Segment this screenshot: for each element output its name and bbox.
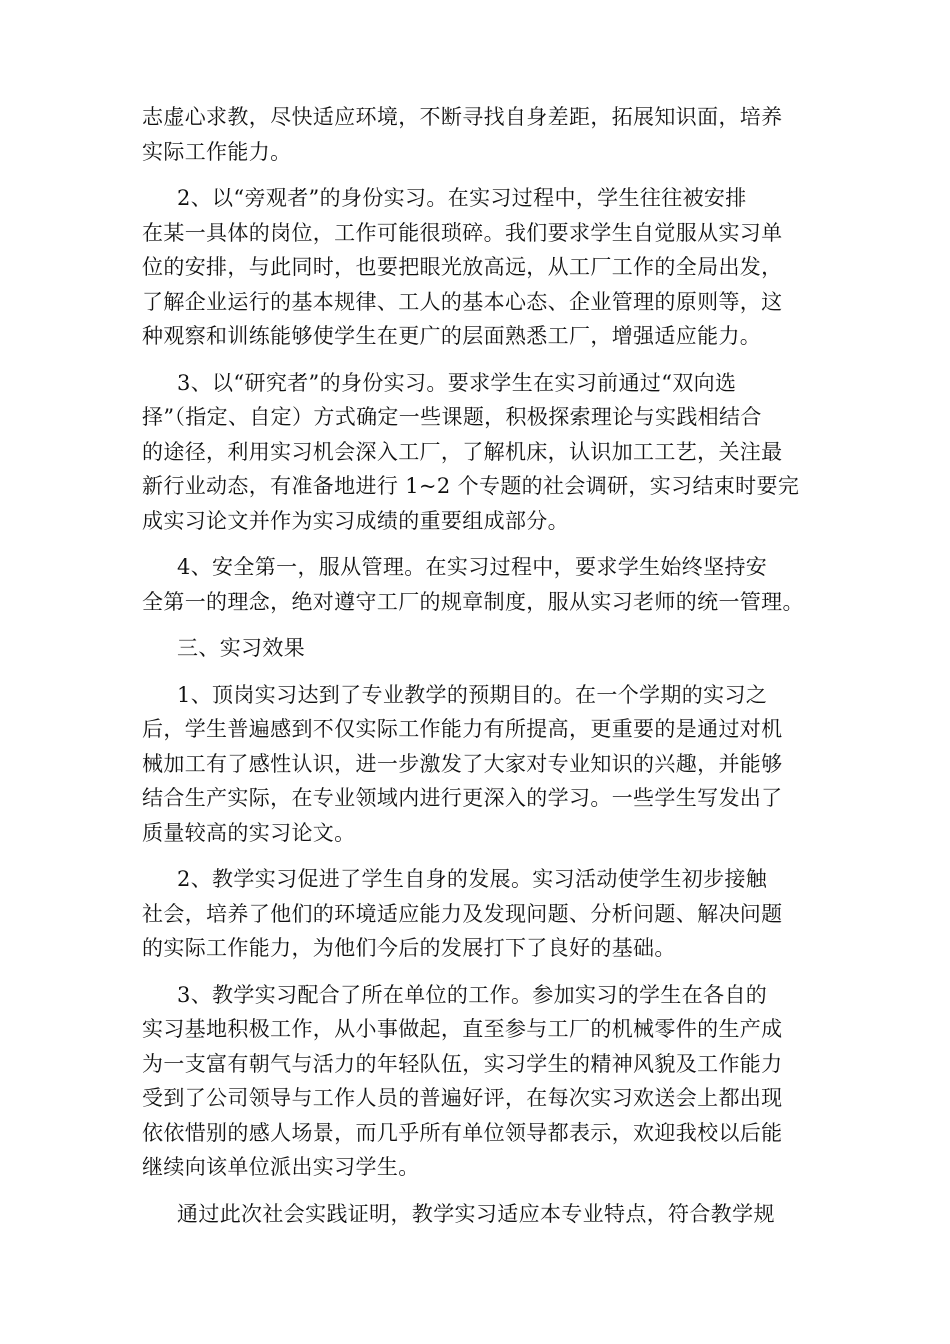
- text-line: 3、以“研究者”的身份实习。要求学生在实习前通过“双向选: [177, 370, 737, 395]
- text-line: 全第一的理念，绝对遵守工厂的规章制度，服从实习老师的统一管理。: [142, 589, 804, 614]
- text-line: 位的安排，与此同时，也要把眼光放高远，从工厂工作的全局出发，: [142, 255, 783, 279]
- text-line: 3、教学实习配合了所在单位的工作。参加实习的学生在各自的: [177, 982, 768, 1007]
- text-line: 1、顶岗实习达到了专业教学的预期目的。在一个学期的实习之: [177, 682, 768, 707]
- paragraph-item-2-observer: [142, 181, 812, 354]
- text-line: 了解企业运行的基本规律、工人的基本心态、企业管理的原则等，这: [142, 289, 783, 314]
- text-line: 实际工作能力。: [142, 139, 292, 164]
- text-line: 质量较高的实习论文。: [142, 820, 356, 845]
- text-line: 新行业动态，有准备地进行 1~2 个专题的社会调研，实习结束时要完: [142, 474, 800, 498]
- text-line: 4、安全第一，服从管理。在实习过程中，要求学生始终坚持安: [177, 555, 768, 579]
- paragraph-item-3-researcher: [142, 366, 812, 539]
- text-line: 结合生产实际，在专业领域内进行更深入的学习。一些学生写发出了: [142, 786, 783, 810]
- text-line: 通过此次社会实践证明，教学实习适应本专业特点，符合教学规: [177, 1201, 775, 1226]
- text-line: 志虚心求教，尽快适应环境，不断寻找自身差距，拓展知识面，培养: [142, 105, 783, 129]
- text-line: 械加工有了感性认识，进一步激发了大家对专业知识的兴趣，并能够: [142, 751, 783, 776]
- text-line: 在某一具体的岗位，工作可能很琐碎。我们要求学生自觉服从实习单: [142, 220, 783, 245]
- text-line: 2、教学实习促进了学生自身的发展。实习活动使学生初步接触: [177, 867, 768, 891]
- text-line: 依依惜别的感人场景，而几乎所有单位领导都表示，欢迎我校以后能: [142, 1120, 783, 1145]
- text-line: 实习基地积极工作，从小事做起，直至参与工厂的机械零件的生产成: [142, 1017, 783, 1041]
- paragraph-item-4-safety: [142, 550, 812, 619]
- text-line: 择”（指定、自定）方式确定一些课题，积极探索理论与实践相结合: [142, 405, 762, 429]
- document-page: [142, 100, 812, 1243]
- text-line: 成实习论文并作为实习成绩的重要组成部分。: [142, 508, 569, 533]
- paragraph-result-1: [142, 678, 812, 851]
- text-line: 2、以“旁观者”的身份实习。在实习过程中，学生往往被安排: [177, 186, 747, 210]
- section-heading-results: [142, 631, 812, 666]
- section-heading: 三、实习效果: [177, 636, 306, 660]
- paragraph-result-3: [142, 978, 812, 1185]
- text-line: 社会，培养了他们的环境适应能力及发现问题、分析问题、解决问题: [142, 901, 783, 926]
- text-line: 后，学生普遍感到不仅实际工作能力有所提高，更重要的是通过对机: [142, 717, 783, 741]
- text-line: 继续向该单位派出实习学生。: [142, 1155, 420, 1179]
- paragraph-continuation: [142, 100, 812, 169]
- text-line: 为一支富有朝气与活力的年轻队伍，实习学生的精神风貌及工作能力: [142, 1051, 783, 1076]
- text-line: 种观察和训练能够使学生在更广的层面熟悉工厂，增强适应能力。: [142, 324, 762, 348]
- paragraph-conclusion: [142, 1197, 812, 1232]
- text-line: 的实际工作能力，为他们今后的发展打下了良好的基础。: [142, 936, 676, 960]
- text-line: 受到了公司领导与工作人员的普遍好评，在每次实习欢送会上都出现: [142, 1086, 783, 1110]
- paragraph-result-2: [142, 862, 812, 966]
- text-line: 的途径，利用实习机会深入工厂，了解机床，认识加工工艺，关注最: [142, 439, 783, 464]
